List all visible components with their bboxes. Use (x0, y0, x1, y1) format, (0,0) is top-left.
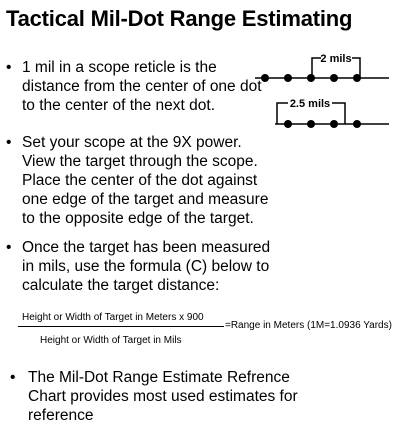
mil-dot (284, 74, 292, 82)
text-line: to the center of the next dot. (22, 97, 216, 114)
mil-dot (330, 74, 338, 82)
text-line: one edge of the target and measure (22, 191, 269, 208)
text-line: distance from the center of one dot (22, 78, 262, 95)
text-line: The Mil-Dot Range Estimate Refrence (28, 369, 290, 386)
text-line: calculate the target distance: (22, 277, 220, 294)
mil-dot (261, 74, 269, 82)
mil-dot (353, 120, 361, 128)
page-title: Tactical Mil-Dot Range Estimating (6, 6, 353, 31)
formula-denominator: Height or Width of Target in Mils (40, 335, 182, 346)
text-line: Place the center of the dot against (22, 172, 258, 189)
bullet-formula-intro (6, 238, 270, 295)
text-line: reference (28, 407, 94, 424)
mil-dot (284, 120, 292, 128)
text-line: Chart provides most used estimates for (28, 388, 298, 405)
bullet-mil-definition (6, 58, 262, 115)
mil-dot-reticle-diagram (255, 48, 395, 138)
formula-numerator: Height or Width of Target in Meters x 900 (22, 312, 204, 323)
text-line: Set your scope at the 9X power. (22, 134, 242, 151)
bullet-marker: • (6, 59, 12, 76)
text-line: Once the target has been measured (22, 239, 271, 256)
bullet-marker: • (6, 134, 12, 151)
label-2-5-mils: 2.5 mils (289, 98, 331, 110)
mil-dot (330, 120, 338, 128)
text-line: View the target through the scope. (22, 153, 258, 170)
formula-result: =Range in Meters (1M=1.0936 Yards) (225, 320, 392, 331)
bullet-scope-setup (6, 133, 268, 228)
text-line: to the opposite edge of the target. (22, 210, 254, 227)
mil-dot (307, 74, 315, 82)
bullet-marker: • (10, 369, 16, 386)
range-formula (18, 312, 400, 352)
text-line: 1 mil in a scope reticle is the (22, 59, 217, 76)
label-2-mils: 2 mils (320, 53, 352, 65)
text-line: in mils, use the formula (C) below to (22, 258, 270, 275)
mil-dot (307, 120, 315, 128)
bullet-marker: • (6, 239, 12, 256)
fraction-bar (18, 326, 224, 327)
bullet-reference-chart (10, 368, 298, 425)
